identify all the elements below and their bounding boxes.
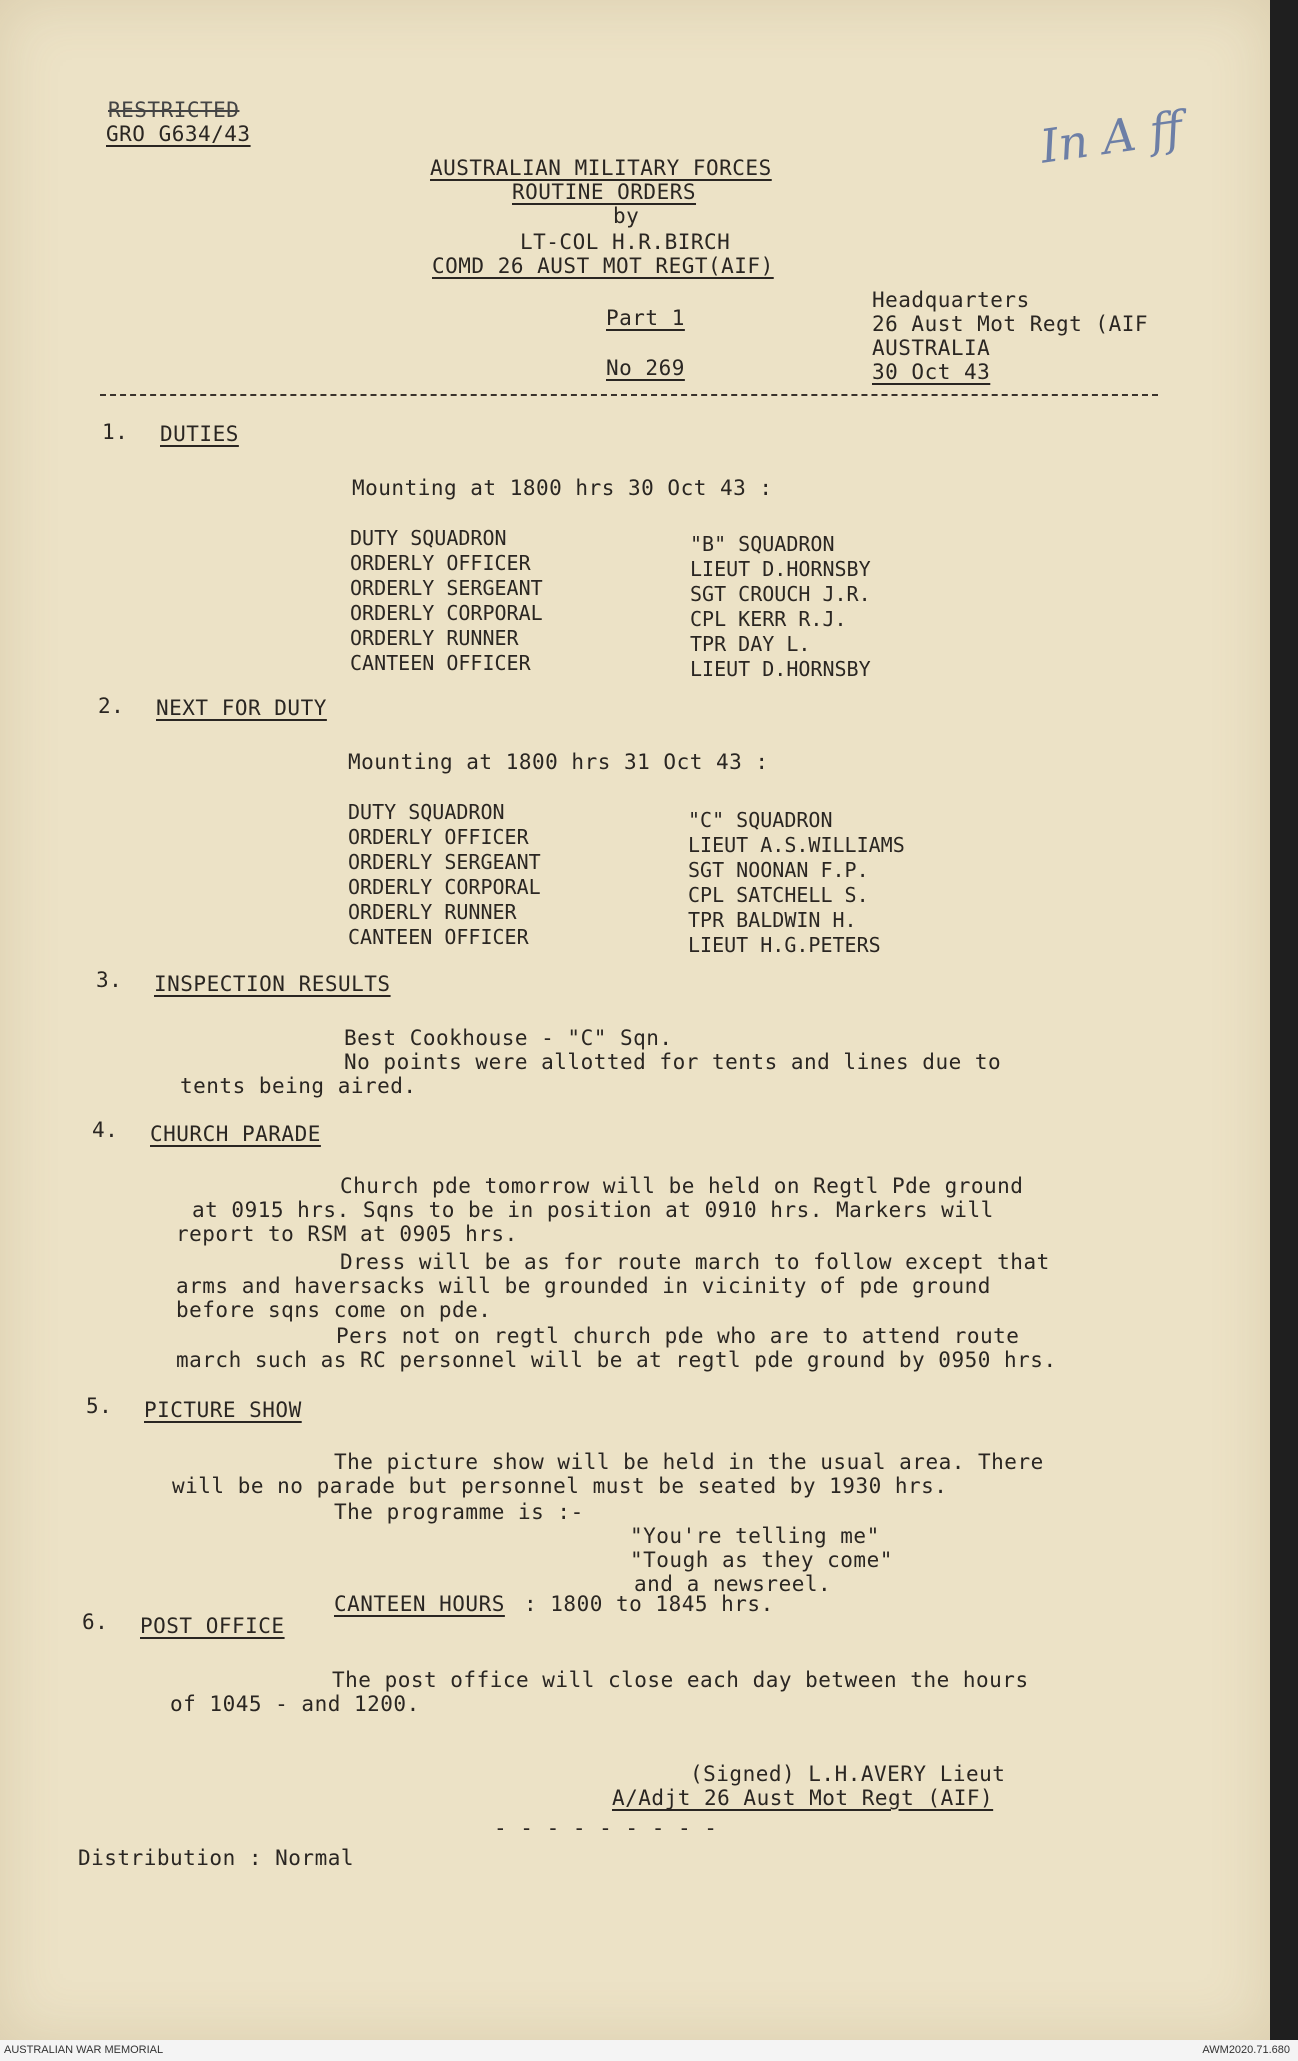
role-canteen-officer: CANTEEN OFFICER — [348, 925, 529, 949]
footer-institution: AUSTRALIAN WAR MEMORIAL — [4, 2044, 164, 2056]
section-3-line-2: No points were allotted for tents and lines due to — [344, 1050, 1002, 1074]
title-line-5: COMD 26 AUST MOT REGT(AIF) — [432, 254, 774, 278]
hq-line-2: 26 Aust Mot Regt (AIF — [872, 312, 1149, 336]
title-line-3: by — [613, 204, 640, 228]
handwritten-note: In A ff — [1036, 100, 1186, 174]
canteen-hours-label: CANTEEN HOURS — [334, 1592, 505, 1616]
section-6-title: POST OFFICE — [140, 1614, 285, 1638]
signature-dashes: - - - - - - - - - — [494, 1816, 718, 1840]
section-1-roles — [350, 526, 543, 676]
part-label: Part 1 — [606, 306, 685, 330]
title-line-2: ROUTINE ORDERS — [512, 180, 697, 204]
section-6-line-2: of 1045 - and 1200. — [170, 1692, 420, 1716]
section-4-line-4: Dress will be as for route march to follow except that — [340, 1250, 1050, 1274]
section-3-line-3: tents being aired. — [180, 1074, 417, 1098]
section-3-number: 3. — [96, 968, 123, 992]
section-2-intro: Mounting at 1800 hrs 31 Oct 43 : — [348, 750, 769, 774]
section-2-number: 2. — [98, 694, 125, 718]
section-5-line-2: will be no parade but personnel must be seated by 1930 hrs. — [172, 1474, 948, 1498]
name-orderly-sergeant: SGT CROUCH J.R. — [690, 582, 871, 606]
reference-number: GRO G634/43 — [106, 122, 251, 146]
section-4-line-5: arms and haversacks will be grounded in vicinity of pde ground — [176, 1274, 991, 1298]
role-orderly-corporal: ORDERLY CORPORAL — [350, 601, 543, 625]
name-orderly-corporal: CPL SATCHELL S. — [688, 883, 869, 907]
section-4-line-7: Pers not on regtl church pde who are to attend route — [336, 1324, 1020, 1348]
section-5-number: 5. — [86, 1394, 113, 1418]
section-2-names — [688, 808, 905, 958]
signature-line-2: A/Adjt 26 Aust Mot Regt (AIF) — [612, 1786, 994, 1810]
section-4-line-6: before sqns come on pde. — [176, 1298, 492, 1322]
role-orderly-sergeant: ORDERLY SERGEANT — [350, 576, 543, 600]
section-6-line-1: The post office will close each day between the hours — [332, 1668, 1029, 1692]
role-orderly-runner: ORDERLY RUNNER — [350, 626, 519, 650]
distribution: Distribution : Normal — [78, 1846, 355, 1870]
role-orderly-sergeant: ORDERLY SERGEANT — [348, 850, 541, 874]
role-orderly-corporal: ORDERLY CORPORAL — [348, 875, 541, 899]
signature-line-1: (Signed) L.H.AVERY Lieut — [690, 1762, 1006, 1786]
section-4-line-3: report to RSM at 0905 hrs. — [176, 1222, 518, 1246]
role-orderly-officer: ORDERLY OFFICER — [348, 825, 529, 849]
section-6-number: 6. — [82, 1610, 109, 1634]
section-2-title: NEXT FOR DUTY — [156, 696, 327, 720]
section-4-line-1: Church pde tomorrow will be held on Regtl Pde ground — [340, 1174, 1024, 1198]
section-4-title: CHURCH PARADE — [150, 1122, 321, 1146]
hq-line-3: AUSTRALIA — [872, 336, 991, 360]
section-3-line-1: Best Cookhouse - "C" Sqn. — [344, 1026, 673, 1050]
section-5-title: PICTURE SHOW — [144, 1398, 302, 1422]
section-1-title: DUTIES — [160, 422, 239, 446]
film-3: and a newsreel. — [634, 1572, 832, 1596]
hq-line-4: 30 Oct 43 — [872, 360, 991, 384]
footer-strip — [0, 2040, 1298, 2061]
title-line-4: LT-COL H.R.BIRCH — [520, 230, 731, 254]
name-orderly-runner: TPR DAY L. — [690, 632, 811, 656]
section-4-line-2: at 0915 hrs. Sqns to be in position at 0910 hrs. Markers will — [192, 1198, 994, 1222]
film-1: "You're telling me" — [630, 1524, 880, 1548]
header-divider — [100, 394, 1158, 396]
name-canteen-officer: LIEUT D.HORNSBY — [690, 657, 871, 681]
role-canteen-officer: CANTEEN OFFICER — [350, 651, 531, 675]
role-duty-squadron: DUTY SQUADRON — [348, 800, 505, 824]
name-canteen-officer: LIEUT H.G.PETERS — [688, 933, 881, 957]
order-number: No 269 — [606, 356, 685, 380]
role-duty-squadron: DUTY SQUADRON — [350, 526, 507, 550]
section-1-names — [690, 532, 871, 682]
name-orderly-runner: TPR BALDWIN H. — [688, 908, 857, 932]
role-orderly-runner: ORDERLY RUNNER — [348, 900, 517, 924]
classification-stamp: RESTRICTED — [108, 98, 240, 122]
role-orderly-officer: ORDERLY OFFICER — [350, 551, 531, 575]
name-duty-squadron: "C" SQUADRON — [688, 808, 833, 832]
name-duty-squadron: "B" SQUADRON — [690, 532, 835, 556]
section-5-line-3: The programme is :- — [334, 1500, 584, 1524]
section-2-roles — [348, 800, 541, 950]
name-orderly-officer: LIEUT D.HORNSBY — [690, 557, 871, 581]
title-line-1: AUSTRALIAN MILITARY FORCES — [430, 156, 772, 180]
film-2: "Tough as they come" — [630, 1548, 893, 1572]
footer-accession: AWM2020.71.680 — [1202, 2044, 1290, 2056]
section-1-intro: Mounting at 1800 hrs 30 Oct 43 : — [352, 476, 773, 500]
section-3-title: INSPECTION RESULTS — [154, 972, 391, 996]
section-4-number: 4. — [92, 1118, 119, 1142]
name-orderly-sergeant: SGT NOONAN F.P. — [688, 858, 869, 882]
name-orderly-officer: LIEUT A.S.WILLIAMS — [688, 833, 905, 857]
canteen-hours-value: : 1800 to 1845 hrs. — [524, 1592, 774, 1616]
section-1-number: 1. — [102, 420, 129, 444]
section-5-line-1: The picture show will be held in the usual area. There — [334, 1450, 1044, 1474]
hq-line-1: Headquarters — [872, 288, 1030, 312]
name-orderly-corporal: CPL KERR R.J. — [690, 607, 847, 631]
section-4-line-8: march such as RC personnel will be at regtl pde ground by 0950 hrs. — [176, 1348, 1057, 1372]
